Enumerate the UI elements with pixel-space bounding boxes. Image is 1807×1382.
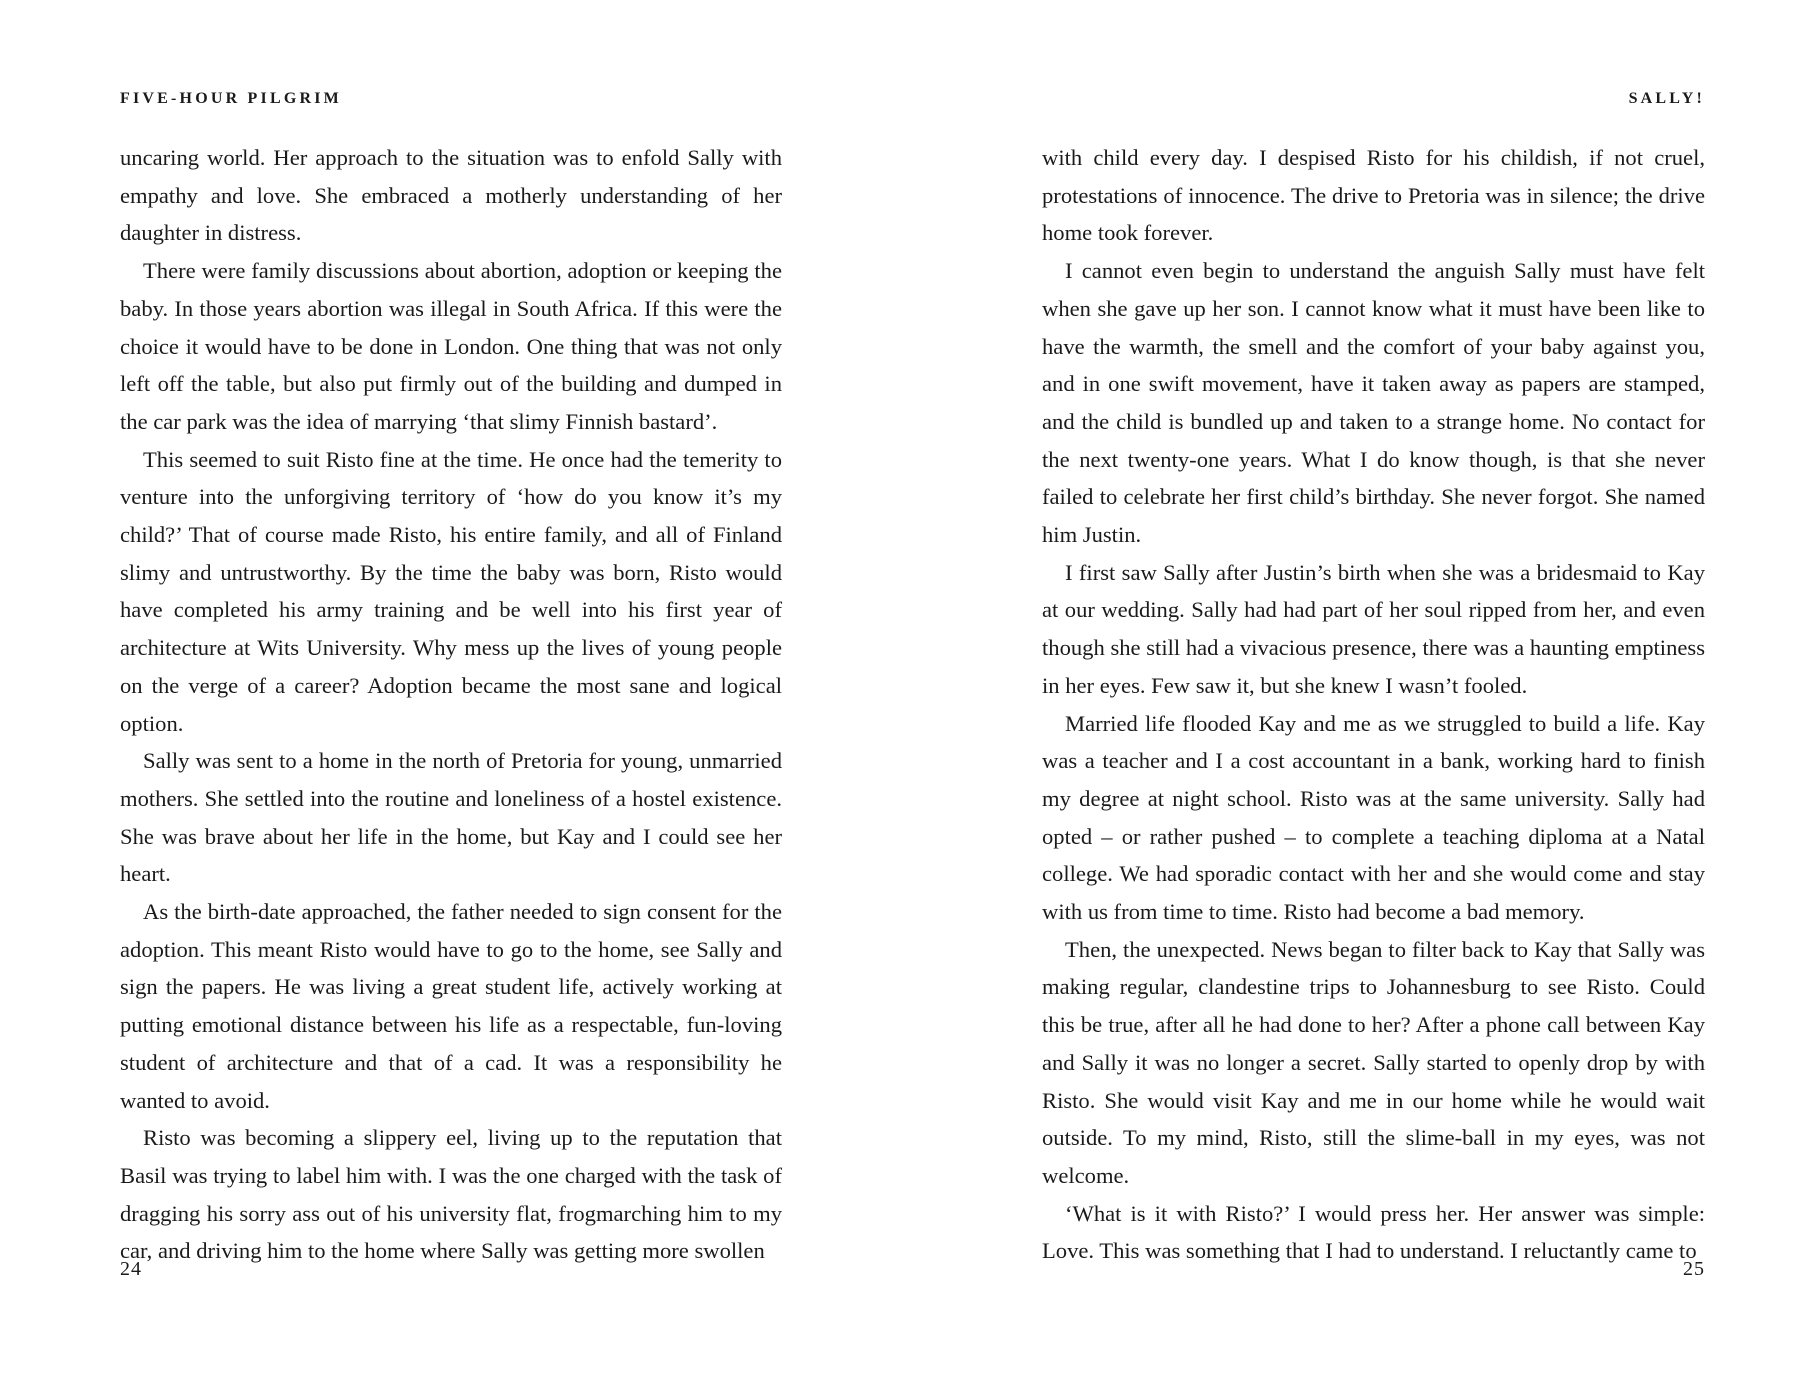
paragraph: uncaring world. Her approach to the situation was to enfold Sally with empathy and love. She embraced a motherly understanding of her daughter in distress.	[120, 145, 782, 246]
left-page-body-text	[120, 139, 782, 1270]
paragraph: This seemed to suit Risto fine at the time. He once had the temerity to venture into the unforgiving territory of ‘how do you know it’s my child?’ That of course made Risto, his entire family, and all of Finland slimy and untrustworthy. By the time the baby was born, Risto would have completed his army training and be well into his first year of architecture at Wits University. Why mess up the lives of young people on the verge of a career? Adoption became the most sane and logical option.	[120, 446, 782, 736]
right-page-body-text	[1042, 139, 1705, 1270]
paragraph: ‘What is it with Risto?’ I would press her. Her answer was simple: Love. This was something that I had to understand. I reluctantly came to	[1042, 1200, 1705, 1264]
paragraph: I first saw Sally after Justin’s birth when she was a bridesmaid to Kay at our wedding. Sally had had part of her soul ripped from her, and even though she still had a vivacious presence, there was a haunting emptiness in her eyes. Few saw it, but she knew I wasn’t fooled.	[1042, 559, 1705, 698]
paragraph: with child every day. I despised Risto for his childish, if not cruel, protestations of innocence. The drive to Pretoria was in silence; the drive home took forever.	[1042, 145, 1705, 246]
paragraph: I cannot even begin to understand the anguish Sally must have felt when she gave up her son. I cannot know what it must have been like to have the warmth, the smell and the comfort of your baby against you, and in one swift movement, have it taken away as papers are stamped, and the child is bundled up and taken to a strange home. No contact for the next twenty-one years. What I do know though, is that she never failed to celebrate her first child’s birthday. She never forgot. She named him Justin.	[1042, 258, 1705, 548]
paragraph: As the birth-date approached, the father needed to sign consent for the adoption. This meant Risto would have to go to the home, see Sally and sign the papers. He was living a great student life, actively working at putting emotional distance between his life as a respectable, fun-loving student of architecture and that of a cad. It was a responsibility he wanted to avoid.	[120, 899, 782, 1113]
paragraph: Married life flooded Kay and me as we struggled to build a life. Kay was a teacher and I a cost accountant in a bank, working hard to finish my degree at night school. Risto was at the same university. Sally had opted – or rather pushed – to complete a teaching diploma at a Natal college. We had sporadic contact with her and she would come and stay with us from time to time. Risto had become a bad memory.	[1042, 710, 1705, 925]
paragraph: There were family discussions about abortion, adoption or keeping the baby. In those years abortion was illegal in South Africa. If this were the choice it would have to be done in London. One thing that was not only left off the table, but also put firmly out of the building and dumped in the car park was the idea of marrying ‘that slimy Finnish bastard’.	[120, 258, 782, 434]
right-page	[1042, 0, 1705, 1382]
running-head-chapter-title: SALLY!	[1628, 90, 1705, 107]
page-number: 25	[1683, 1258, 1705, 1280]
left-page	[120, 0, 782, 1382]
paragraph: Sally was sent to a home in the north of Pretoria for young, unmarried mothers. She settled into the routine and loneliness of a hostel existence. She was brave about her life in the home, but Kay and I could see her heart.	[120, 748, 782, 887]
paragraph: Risto was becoming a slippery eel, living up to the reputation that Basil was trying to label him with. I was the one charged with the task of dragging his sorry ass out of his university flat, frogmarching him to my car, and driving him to the home where Sally was getting more swollen	[120, 1125, 782, 1264]
running-head-book-title: FIVE-HOUR PILGRIM	[120, 90, 342, 107]
paragraph: Then, the unexpected. News began to filter back to Kay that Sally was making regular, clandestine trips to Johannesburg to see Risto. Could this be true, after all he had done to her? After a phone call between Kay and Sally it was no longer a secret. Sally started to openly drop by with Risto. She would visit Kay and me in our home while he would wait outside. To my mind, Risto, still the slime-ball in my eyes, was not welcome.	[1042, 936, 1705, 1188]
page-number: 24	[120, 1258, 142, 1280]
